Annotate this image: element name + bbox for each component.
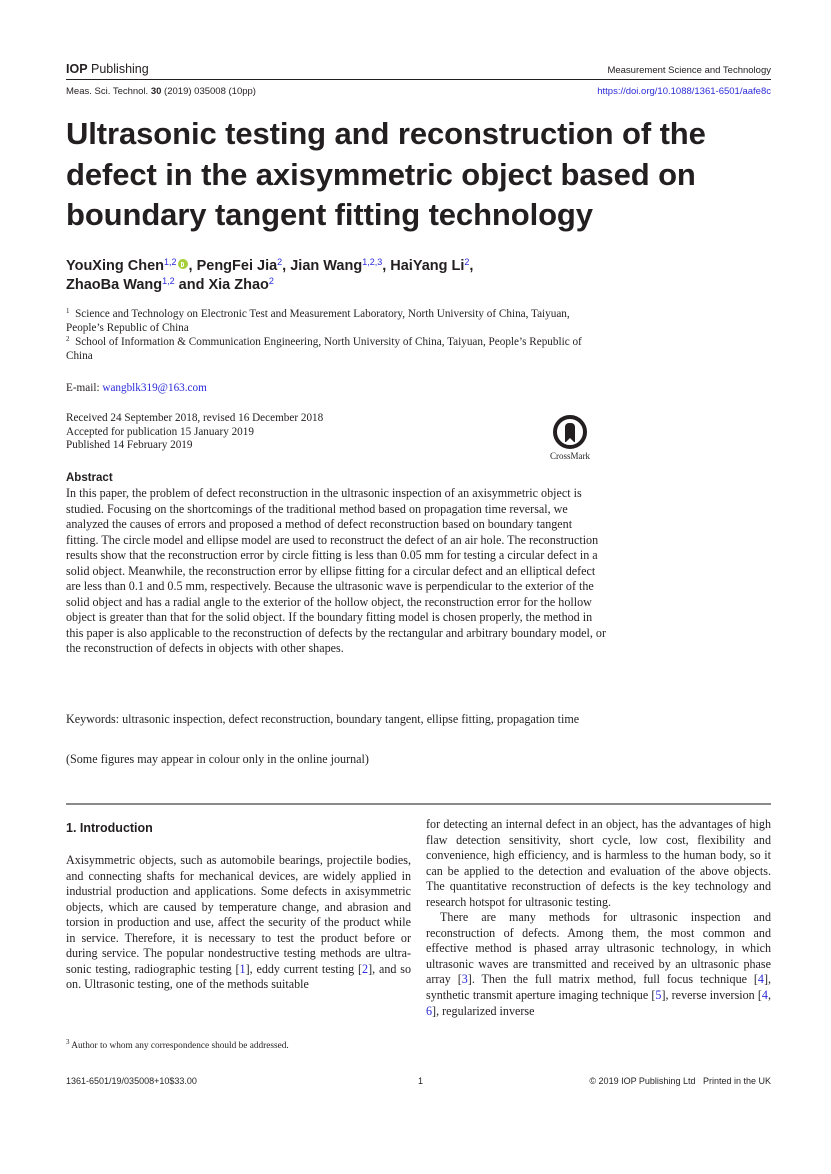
accepted-date: Accepted for publication 15 January 2019 [66, 425, 254, 438]
body-column-left [66, 853, 411, 993]
orcid-icon[interactable] [178, 259, 188, 269]
author-name: ZhaoBa Wang [66, 276, 163, 293]
citation-link[interactable]: 5 [655, 988, 662, 1003]
affiliation-1 [66, 307, 606, 335]
section-divider [66, 803, 771, 805]
affiliation-text: Science and Technology on Electronic Test and Measurement Laboratory, North University of China, Taiyuan, People’s Republic of China [66, 308, 570, 334]
footnote-text: Author to whom any correspondence should be addressed. [69, 1041, 289, 1051]
citation-link[interactable]: 6 [426, 1003, 433, 1018]
affiliation-text: School of Information & Communication Engineering, North University of China, Taiyuan, People’s Republic of China [66, 336, 582, 362]
section-heading-introduction: 1. Introduction [66, 821, 153, 835]
publisher-logo [66, 62, 149, 76]
author-name: Xia Zhao [208, 276, 269, 293]
author-affiliation-ref[interactable]: 2 [277, 257, 283, 268]
citation-link[interactable]: 2 [362, 961, 369, 976]
author-separator: , [469, 258, 474, 274]
author-list [66, 257, 626, 294]
affiliation-2 [66, 335, 606, 363]
author-affiliation-ref[interactable]: 1,2 [164, 257, 177, 268]
page-number: 1 [418, 1076, 424, 1086]
publication-dates [66, 412, 323, 453]
footer-copyright: © 2019 IOP Publishing Ltd Printed in the UK [589, 1076, 771, 1086]
author-name: PengFei Jia [196, 258, 278, 274]
journal-name: Measurement Science and Technology [607, 65, 771, 76]
header-divider [66, 79, 771, 80]
publisher-logo-bold: IOP [66, 62, 88, 76]
paragraph: There are many methods for ultrasonic inspection and reconstruction of defects. Among them, the most common and effective method is phased array ultrasonic technology, in which ultrasonic waves are transmitted and received by an ultrasonic phase array [3]. Then the full matrix method, full focus technique [4], synthetic transmit aperture imaging technique [5], reverse inversion [4, 6], regularized inverse [426, 910, 771, 1018]
author-separator: and [174, 276, 209, 293]
affiliations [66, 307, 606, 363]
citation-volume: 30 [150, 86, 162, 97]
author-separator: , [282, 258, 291, 274]
affiliation-number: 2 [66, 335, 70, 344]
paper-title: Ultrasonic testing and reconstruction of the defect in the axisymmetric object based on boundary tangent fitting technology [66, 116, 706, 232]
paragraph: Axisymmetric objects, such as automobile bearings, projectile bodies, and connecting shafts for mechanical devices, are widely applied in industrial production and applications. Some defects in axisymmetric objects, which are caused by temperature change, and abrasion and torsion in production and use, affect the security of the product while in service. Therefore, it is necessary to test the product before or during service. The popular nondestructive testing methods are ultrasonic testing, radiographic testing [1], eddy current testing [2], and so on. Ultrasonic testing, one of the methods suitable [66, 853, 411, 992]
crossmark-icon [553, 415, 587, 449]
keywords: Keywords: ultrasonic inspection, defect reconstruction, boundary tangent, ellipse fitting, propagation time [66, 712, 580, 726]
abstract-heading: Abstract [66, 472, 113, 484]
author-affiliation-ref[interactable]: 1,2 [162, 275, 175, 286]
citation-suffix: (2019) 035008 (10pp) [161, 86, 256, 97]
doi-link[interactable]: https://doi.org/10.1088/1361-6501/aafe8c [597, 86, 771, 97]
author-affiliation-ref[interactable]: 1,2,3 [362, 257, 383, 268]
received-date: Received 24 September 2018, revised 16 December 2018 [66, 412, 324, 424]
author-separator: , [382, 258, 391, 274]
citation-link[interactable]: 4 [761, 988, 768, 1003]
author-name: YouXing Chen [66, 258, 165, 274]
author-separator: , [188, 258, 197, 274]
crossmark-button[interactable] [545, 415, 595, 461]
citation-link[interactable]: 4 [757, 972, 764, 987]
author-affiliation-ref[interactable]: 2 [268, 275, 274, 286]
crossmark-label: CrossMark [550, 451, 590, 461]
citation-link[interactable]: 1 [239, 961, 246, 976]
author-name: Jian Wang [290, 258, 363, 274]
citation-prefix: Meas. Sci. Technol. [66, 86, 151, 97]
published-date: Published 14 February 2019 [66, 439, 193, 451]
publisher-logo-text: Publishing [87, 62, 149, 76]
email-link[interactable]: wangblk319@163.com [102, 382, 207, 394]
email-label: E-mail: [66, 382, 103, 394]
author-name: HaiYang Li [390, 258, 465, 274]
body-column-right [426, 817, 771, 1019]
footer-issn: 1361-6501/19/035008+10$33.00 [66, 1076, 197, 1086]
author-affiliation-ref[interactable]: 2 [464, 257, 470, 268]
footnote [66, 1038, 289, 1051]
contact-email [66, 382, 207, 394]
citation-link[interactable]: 3 [461, 972, 468, 987]
journal-citation [66, 86, 256, 97]
abstract-text: In this paper, the problem of defect reconstruction in the ultrasonic inspection of an axisymmetric object is studied. Focusing on the shortcomings of the traditional method based on propagation time reversal, we analyzed the causes of errors and proposed a method of defect reconstruction based on boundary tangent fitting. The circle model and ellipse model are used to reconstruct the defect of an air hole. The reconstruction results show that the reconstruction error by circle fitting is less than 0.05 mm for testing a circular defect in a solid object. Meanwhile, the reconstruction error by ellipse fitting for a circular defect and an elliptical defect are less than 0.1 and 0.5 mm, respectively. Because the ultrasonic wave is perpendicular to the exterior of the solid object and has a radial angle to the exterior of the hollow object, the reconstruction error for the hollow object is greater than that for the solid object. If the boundary fitting model is chosen properly, the method in this paper is also applicable to the reconstruction of defects by the rectangular and arbitrary boundary model, or the reconstruction of defects in objects with other shapes. [66, 486, 606, 656]
footnote-number: 3 [66, 1038, 70, 1047]
affiliation-number: 1 [66, 307, 70, 316]
paragraph: for detecting an internal defect in an object, has the advantages of high flaw detection sensitivity, short cycle, low cost, flexibility and convenience, high efficiency, and is harmless to the human body, so it can be applied to the detection and evaluation of the above objects. The quantitative reconstruction of defects is the key technology and research hotspot for ultrasonic testing. [426, 817, 771, 909]
colour-note: (Some figures may appear in colour only in the online journal) [66, 752, 369, 766]
